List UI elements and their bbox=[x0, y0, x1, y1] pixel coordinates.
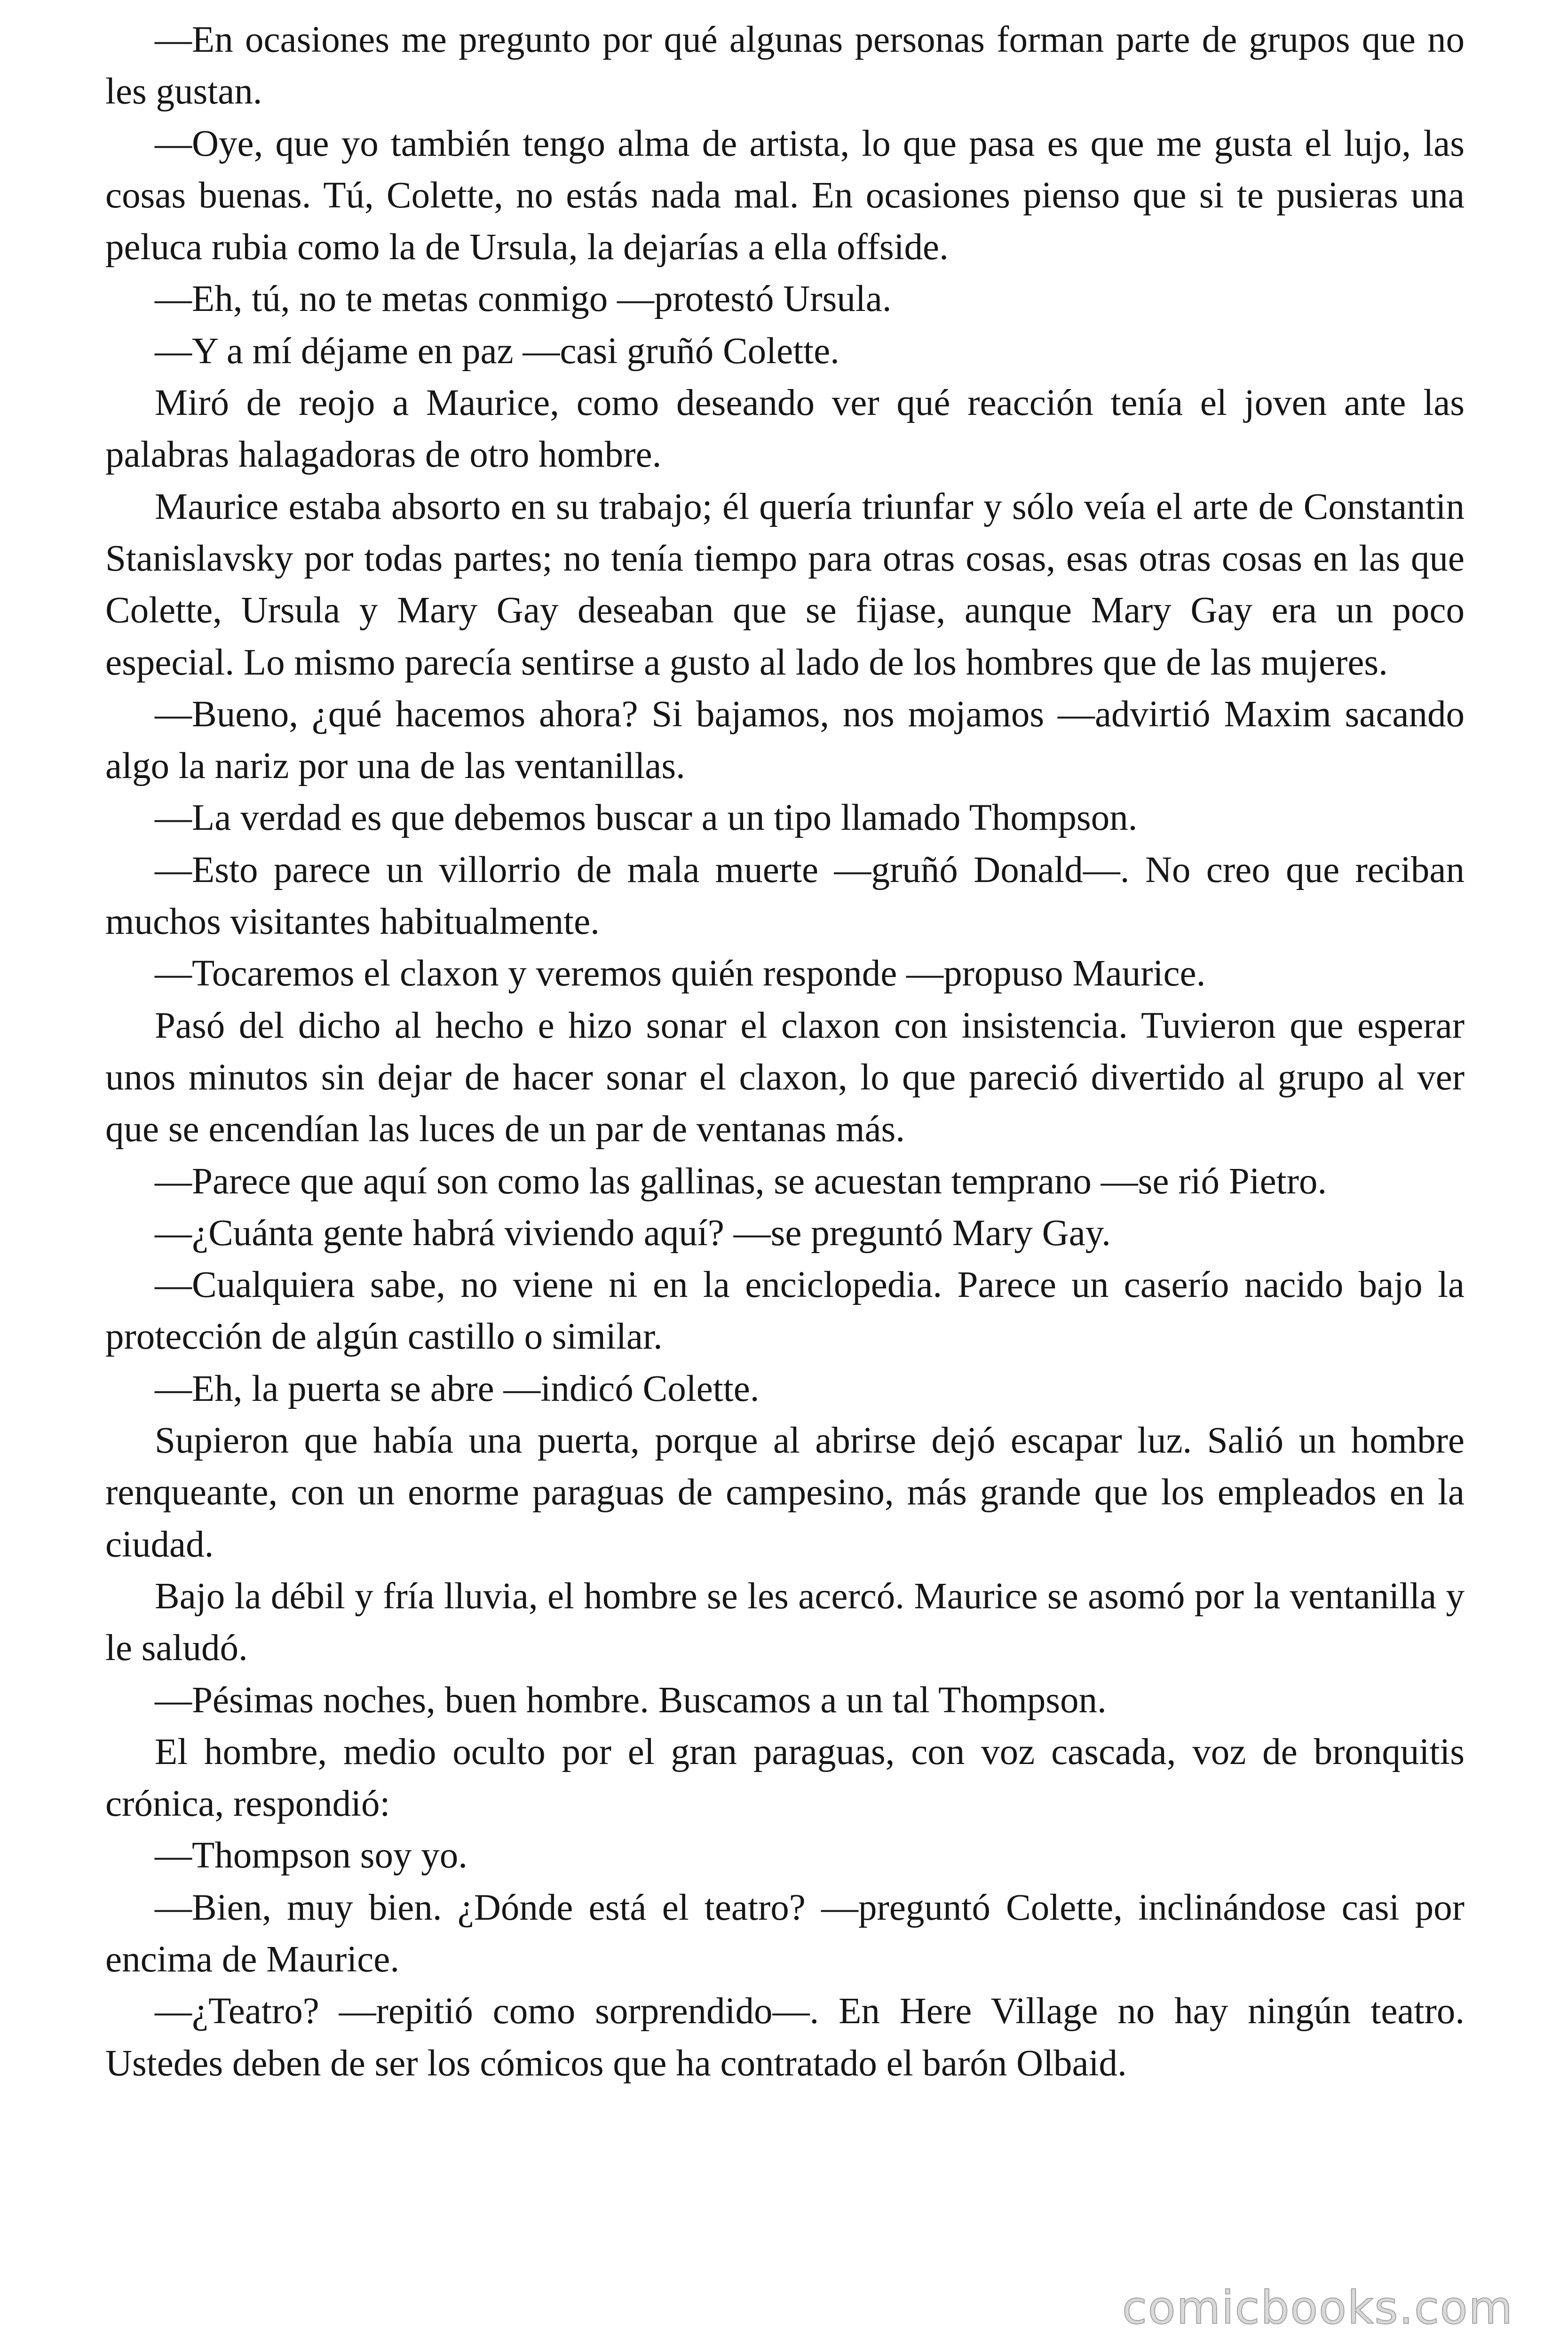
site-watermark: comicbooks.com bbox=[1122, 2281, 1513, 2334]
paragraph-2: —Oye, que yo también tengo alma de artista, lo que pasa es que me gusta el lujo, las cosas buenas. Tú, Colette, no estás nada mal. En ocasiones pienso que si te pusieras una peluca rubia como la de Ursula, la dejarías a ella offside. bbox=[105, 123, 1465, 268]
paragraph-3: —Eh, tú, no te metas conmigo —protestó Ursula. bbox=[155, 278, 892, 320]
paragraph-8: —La verdad es que debemos buscar a un tipo llamado Thompson. bbox=[155, 797, 1138, 839]
paragraph-4: —Y a mí déjame en paz —casi gruñó Colette. bbox=[155, 330, 839, 372]
paragraph-10: —Tocaremos el claxon y veremos quién responde —propuso Maurice. bbox=[155, 953, 1206, 994]
paragraph-19: El hombre, medio oculto por el gran paraguas, con voz cascada, voz de bronquitis crónica, respondió: bbox=[105, 1731, 1465, 1825]
paragraph-7: —Bueno, ¿qué hacemos ahora? Si bajamos, nos mojamos —advirtió Maxim sacando algo la nariz por una de las ventanillas. bbox=[105, 693, 1465, 787]
paragraph-17: Bajo la débil y fría lluvia, el hombre se les acercó. Maurice se asomó por la ventanilla y le saludó. bbox=[105, 1575, 1465, 1669]
paragraph-11: Pasó del dicho al hecho e hizo sonar el claxon con insistencia. Tuvieron que esperar unos minutos sin dejar de hacer sonar el claxon, lo que pareció divertido al grupo al ver que se encendían las luces de un par de ventanas más. bbox=[105, 1005, 1465, 1150]
paragraph-14: —Cualquiera sabe, no viene ni en la enciclopedia. Parece un caserío nacido bajo la protección de algún castillo o similar. bbox=[105, 1264, 1465, 1358]
paragraph-21: —Bien, muy bien. ¿Dónde está el teatro? —preguntó Colette, inclinándose casi por encima de Maurice. bbox=[105, 1887, 1465, 1980]
paragraph-1: —En ocasiones me pregunto por qué algunas personas forman parte de grupos que no les gustan. bbox=[105, 19, 1465, 112]
paragraph-9: —Esto parece un villorrio de mala muerte —gruñó Donald—. No creo que reciban muchos visitantes habitualmente. bbox=[105, 849, 1465, 943]
paragraph-22: —¿Teatro? —repitió como sorprendido—. En Here Village no hay ningún teatro. Ustedes deben de ser los cómicos que ha contratado el barón Olbaid. bbox=[105, 1991, 1465, 2084]
paragraph-13: —¿Cuánta gente habrá viviendo aquí? —se preguntó Mary Gay. bbox=[155, 1212, 1111, 1254]
paragraph-20: —Thompson soy yo. bbox=[155, 1835, 467, 1876]
paragraph-16: Supieron que había una puerta, porque al abrirse dejó escapar luz. Salió un hombre renqueante, con un enorme paraguas de campesino, más grande que los empleados en la ciudad. bbox=[105, 1420, 1465, 1565]
paragraph-5: Miró de reojo a Maurice, como deseando ver qué reacción tenía el joven ante las palabras halagadoras de otro hombre. bbox=[105, 382, 1465, 476]
paragraph-18: —Pésimas noches, buen hombre. Buscamos a un tal Thompson. bbox=[155, 1679, 1107, 1721]
page-body bbox=[105, 14, 1465, 2090]
paragraph-6: Maurice estaba absorto en su trabajo; él quería triunfar y sólo veía el arte de Constantin Stanislavsky por todas partes; no tenía tiempo para otras cosas, esas otras cosas en las que Colette, Ursula y Mary Gay deseaban que se fijase, aunque Mary Gay era un poco especial. Lo mismo parecía sentirse a gusto al lado de los hombres que de las mujeres. bbox=[105, 486, 1465, 683]
paragraph-15: —Eh, la puerta se abre —indicó Colette. bbox=[155, 1368, 760, 1409]
paragraph-12: —Parece que aquí son como las gallinas, se acuestan temprano —se rió Pietro. bbox=[155, 1160, 1327, 1202]
